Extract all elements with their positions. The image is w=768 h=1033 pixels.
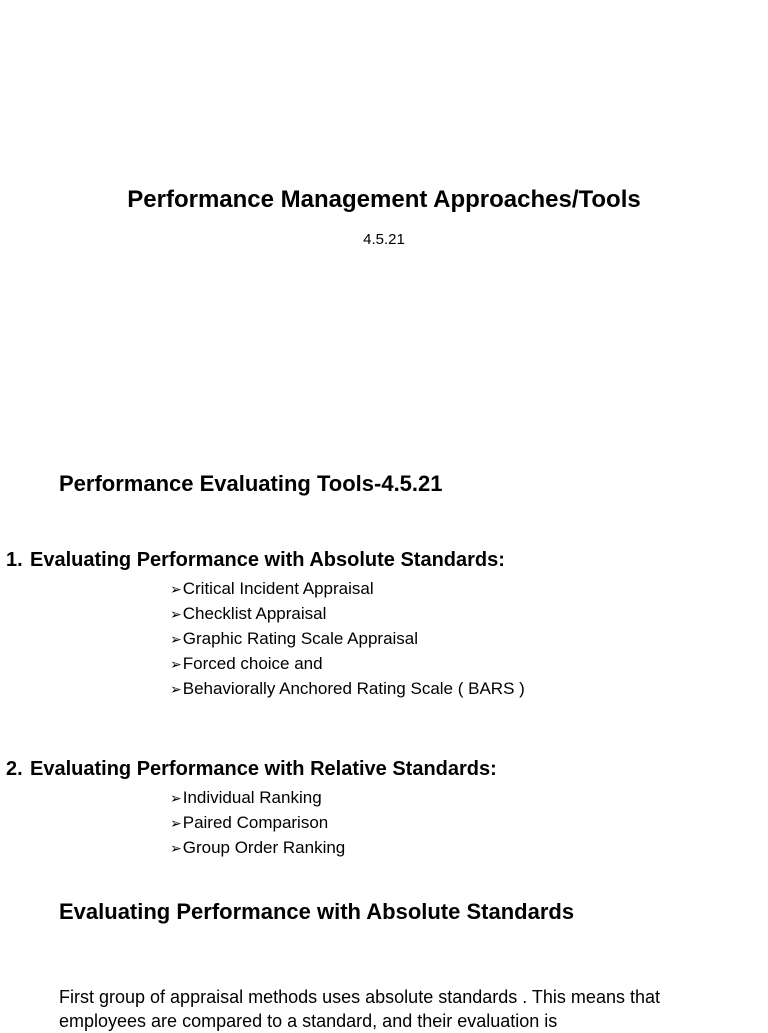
relative-methods-list — [170, 785, 345, 860]
list-item: ➢Individual Ranking — [170, 788, 322, 807]
slide-title: Performance Management Approaches/Tools — [127, 186, 641, 213]
arrow-bullet-icon: ➢ — [170, 815, 182, 831]
list-item: ➢Graphic Rating Scale Appraisal — [170, 629, 419, 648]
section-relative-heading — [6, 758, 497, 781]
arrow-bullet-icon: ➢ — [170, 840, 182, 856]
list-item: ➢Checklist Appraisal — [170, 604, 327, 623]
absolute-methods-list — [170, 576, 525, 701]
section-title: Evaluating Performance with Absolute Standards: — [30, 549, 505, 571]
list-item: ➢Critical Incident Appraisal — [170, 579, 374, 598]
list-item: ➢Group Order Ranking — [170, 838, 346, 857]
absolute-standards-heading: Evaluating Performance with Absolute Standards — [59, 899, 575, 924]
slide-date: 4.5.21 — [363, 231, 405, 248]
arrow-bullet-icon: ➢ — [170, 656, 182, 672]
list-item: ➢Behaviorally Anchored Rating Scale ( BARS ) — [170, 679, 525, 698]
tools-heading: Performance Evaluating Tools-4.5.21 — [59, 471, 443, 496]
list-item: ➢Paired Comparison — [170, 813, 329, 832]
list-item: ➢Forced choice and — [170, 654, 323, 673]
arrow-bullet-icon: ➢ — [170, 631, 182, 647]
arrow-bullet-icon: ➢ — [170, 606, 182, 622]
arrow-bullet-icon: ➢ — [170, 681, 182, 697]
section-number: 2. — [6, 758, 23, 780]
arrow-bullet-icon: ➢ — [170, 581, 182, 597]
section-number: 1. — [6, 549, 23, 571]
arrow-bullet-icon: ➢ — [170, 790, 182, 806]
body-paragraph: First group of appraisal methods uses absolute standards . This means that employees are compared to a standard, and their evaluation is — [59, 987, 660, 1031]
section-absolute-heading — [6, 549, 505, 572]
section-title: Evaluating Performance with Relative Standards: — [30, 758, 497, 780]
